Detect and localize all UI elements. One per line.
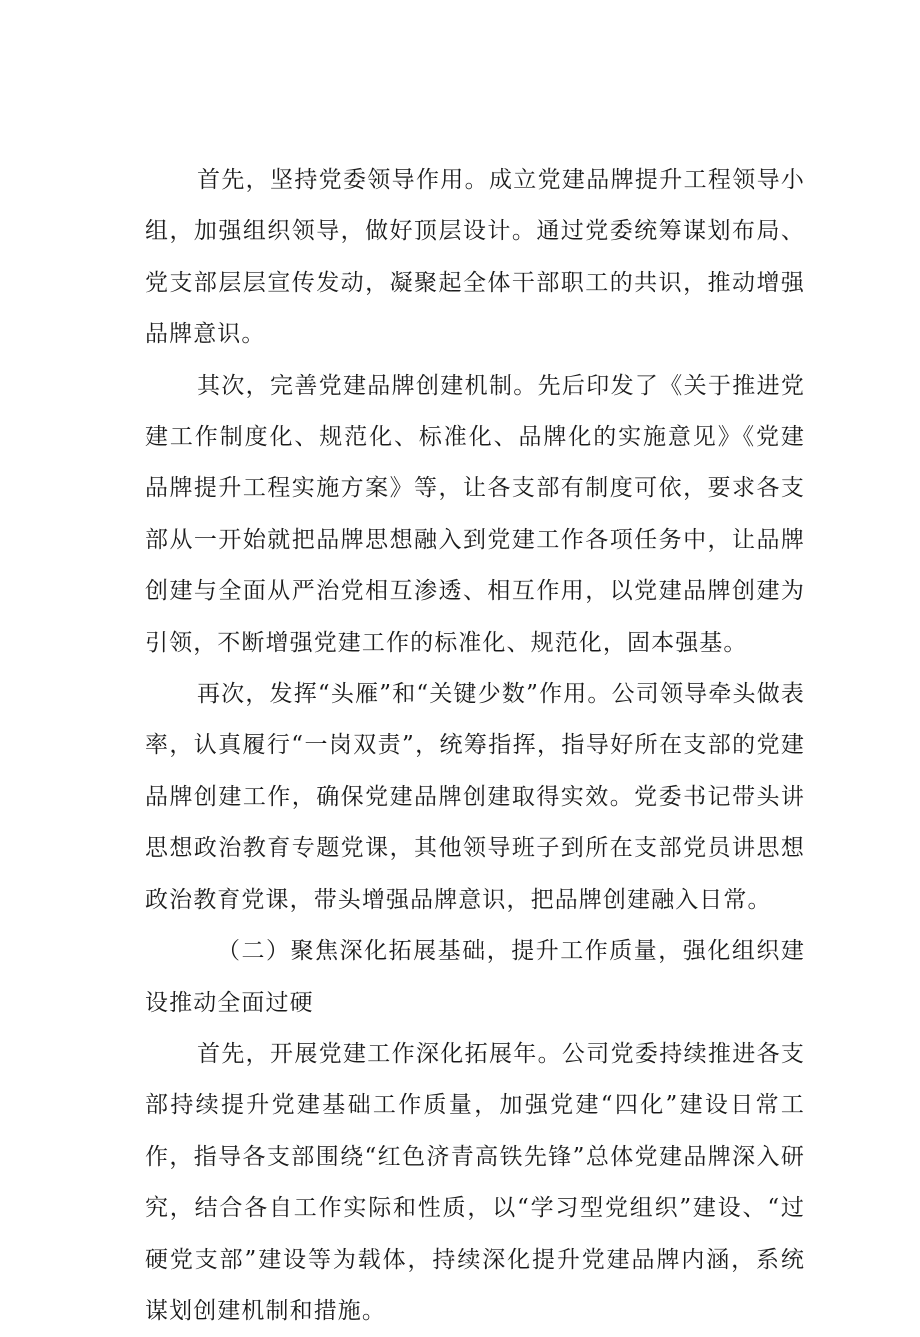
section-heading-2: （二）聚焦深化拓展基础，提升工作质量，强化组织建设推动全面过硬: [145, 938, 805, 1016]
document-body: [145, 155, 805, 1337]
paragraph-party-leadership: 首先，坚持党委领导作用。成立党建品牌提升工程领导小组，加强组织领导，做好顶层设计。通过党委统筹谋划布局、党支部层层宣传发动，凝聚起全体干部职工的共识，推动增强品牌意识。: [145, 167, 805, 348]
paragraph-brand-mechanism: 其次，完善党建品牌创建机制。先后印发了《关于推进党建工作制度化、规范化、标准化、品牌化的实施意见》《党建品牌提升工程实施方案》等，让各支部有制度可依，要求各支部从一开始就把品牌思想融入到党建工作各项任务中，让品牌创建与全面从严治党相互渗透、相互作用，以党建品牌创建为引领，不断增强党建工作的标准化、规范化，固本强基。: [145, 372, 805, 656]
paragraph-key-minority: 再次，发挥“头雁”和“关键少数”作用。公司领导牵头做表率，认真履行“一岗双责”，统筹指挥，指导好所在支部的党建品牌创建工作，确保党建品牌创建取得实效。党委书记带头讲思想政治教育专题党课，其他领导班子到所在支部党员讲思想政治教育党课，带头增强品牌意识，把品牌创建融入日常。: [145, 681, 805, 913]
paragraph-deepening-year: 首先，开展党建工作深化拓展年。公司党委持续推进各支部持续提升党建基础工作质量，加强党建“四化”建设日常工作，指导各支部围绕“红色济青高铁先锋”总体党建品牌深入研究，结合各自工作实际和性质，以“学习型党组织”建设、“过硬党支部”建设等为载体，持续深化提升党建品牌内涵，系统谋划创建机制和措施。: [145, 1040, 805, 1324]
